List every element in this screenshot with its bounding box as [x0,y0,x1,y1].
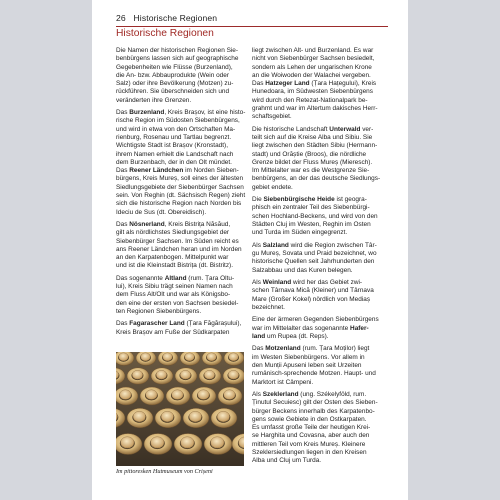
text-line [116,283,244,291]
text-line [252,399,380,407]
region-name: Hatzeger Land [265,80,310,88]
text-run: die An- bzw. Abbauprodukte (Wein oder [116,71,229,79]
straw-hat [140,387,164,405]
paragraph [116,109,244,217]
text-run: Die historische Landschaft [252,125,330,133]
text-line [252,88,380,96]
text-line [116,175,244,183]
running-head-title: Historische Regionen [133,13,218,23]
text-line [252,362,380,370]
text-line [116,117,244,125]
text-line [252,316,380,324]
left-text-column [116,47,244,341]
text-run: wird die Region zwischen Târ- [288,241,377,249]
text-line [252,229,380,237]
text-line [252,250,380,258]
text-run: (Țara Făgărașului), [184,320,242,328]
text-run: rückführen. Sie überschneiden sich und [116,88,230,96]
region-name: Burzenland [129,109,165,117]
paragraph [252,242,380,275]
text-line [252,142,380,150]
text-line [116,55,244,63]
text-run: und ist die Kleinstadt Bistrița (dt. Bistritz). [116,262,233,270]
text-line [116,88,244,96]
text-line [252,287,380,295]
text-run: an den Karpatenbogen. Mittelpunkt war [116,254,229,262]
text-run: den Munții Apuseni leben seit Urzeiten [252,361,362,369]
text-line [252,175,380,183]
straw-hat [180,352,200,366]
straw-hats-image [116,352,244,466]
text-run: bürgens, Kreis Mureș, soll eines der ältesten [116,175,244,183]
text-run: Städten Cluj im Westen, Reghin im Osten [252,221,371,228]
text-line [252,370,380,378]
text-line [116,229,244,237]
text-line [252,167,380,175]
text-run: Die Namen der historischen Regionen Sie- [116,47,239,54]
text-run: se Harghita und Covasna, aber auch den [252,432,370,440]
text-run: Siebenbürger Sachsen. Im Süden reicht es [116,237,239,245]
text-run: Das [116,320,130,328]
text-line [252,72,380,80]
text-run: Alba und Cluj um Turda. [252,457,322,465]
straw-hat [199,368,221,385]
text-line [252,64,380,72]
text-line [252,213,380,221]
straw-hat [116,434,142,455]
region-name: Siebenbürgische Heide [263,196,335,204]
text-run: Grenze bildet der Fluss Mureș (Mieresch). [252,158,373,166]
text-line [116,200,244,208]
text-line [116,192,244,200]
text-run: Salz) oder ihre Bevölkerung (Motzen) zu- [116,80,234,88]
photo-caption: Im pittoresken Hutmuseum von Crișeni [116,468,213,475]
text-line [116,80,244,88]
paragraph [252,279,380,312]
straw-hat [175,368,197,385]
text-run: und wird in etwa von den Ortschaften Ma- [116,125,236,133]
text-line [252,242,380,250]
text-line [116,329,244,337]
text-line [252,457,380,465]
text-run: grahmt und war im Altertum dakisches Herr- [252,104,378,112]
text-run: Die [252,196,264,204]
straw-hat [166,387,190,405]
text-line [116,275,244,283]
text-run: Es umfasst große Teile der heutigen Krei- [252,424,371,432]
text-run: und Turda im Süden eingegrenzt. [252,229,348,237]
header-rule [116,26,388,27]
text-line [252,325,380,333]
text-line [252,204,380,212]
text-line [116,291,244,299]
text-line [116,300,244,308]
text-line [116,167,244,175]
text-run: Siedlungsgebiete der Siebenbürger Sachsen [116,183,244,191]
text-run: gens sowie Gebiete in den Ostkarpaten. [252,415,367,423]
text-run: an die Woiwoden der Walachei vergeben. [252,71,371,79]
text-run: nicht von Siebenbürger Sachsen besiedelt, [252,55,375,63]
text-run: ver- [360,125,374,133]
text-run: Als [252,391,263,398]
text-run: Das [116,167,130,175]
straw-hat [192,387,216,405]
text-line [252,55,380,63]
text-run: Das [116,221,130,228]
text-run: , Kreis Bistrița Năsăud, [164,221,231,228]
straw-hat [223,368,244,385]
straw-hat [202,352,222,366]
text-line [252,441,380,449]
text-run: Eine der ärmeren Gegenden Siebenbürgens [252,316,379,324]
text-line [252,221,380,229]
straw-hat [116,387,138,405]
text-run: gu Mureș, Sovata und Praid bezeichnet, wo [252,250,377,258]
text-run: Ideciu de Sus (dt. Obereidisch). [116,208,207,216]
text-run: Hunedoara, im Südwesten Siebenbürgens [252,88,373,96]
text-line [252,126,380,134]
text-run: ans Reener Ländchen heran und im Norden [116,245,242,253]
text-line [252,267,380,275]
text-run: Das [252,345,266,353]
text-line [252,279,380,287]
text-line [252,449,380,457]
text-run: , Kreis Brașov, ist eine histo- [164,109,246,117]
paragraph [116,221,244,271]
text-run: schen Târnava Mică (Kleiner) und Târnava [252,287,374,295]
text-line [252,47,380,55]
text-run: (Țara Hațegului), Kreis [309,80,377,88]
text-run: ten Regionen Siebenbürgens. [116,308,202,315]
text-run: ist geogra- [334,196,367,204]
text-line [252,416,380,424]
text-line [252,354,380,362]
paragraph [252,47,380,122]
text-run: teilt sich auf die Kreise Alba und Sibiu. Sie [252,134,373,141]
straw-hat [158,352,178,366]
text-line [116,238,244,246]
text-run: sondern als Lehen der ungarischen Krone [252,63,372,71]
text-run: Das sogenannte [116,274,165,282]
text-run: war im Mittelalter das sogenannte [252,324,351,332]
text-run: Marktort ist Câmpeni. [252,378,314,386]
straw-hat [204,434,232,455]
region-name: Weinland [262,279,292,287]
text-run: liegt zwischen den Städten Sibiu (Hermann- [252,142,378,150]
text-run: Szeklersiedlungen liegen in den Kreisen [252,448,367,456]
text-run: Wichtigste Stadt ist Brașov (Kronstadt), [116,142,228,150]
text-run: (rum. Țara Moților) liegt [300,345,370,353]
text-line [116,159,244,167]
paragraph [116,275,244,316]
region-name: Hafer- [350,324,369,332]
text-line [116,308,244,316]
paragraph [252,126,380,192]
text-line [116,184,244,192]
text-line [252,159,380,167]
paragraph [252,316,380,341]
straw-hat [224,352,244,366]
text-run: Das [252,80,266,88]
book-page [92,0,408,500]
text-run: Im Mittelalter war es die Westgrenze Sie- [252,167,370,175]
text-run: (ung. Székelyföld, rum. [298,391,367,398]
region-name: Salzland [262,241,289,249]
region-name: Altland [164,274,187,282]
text-line [116,142,244,150]
text-run: veränderten ihre Grenzen. [116,96,192,104]
straw-hat [183,408,209,428]
straw-hat [127,368,149,385]
text-line [116,221,244,229]
text-line [252,379,380,387]
text-run: Mare (Großer Kokel) nördlich von Mediaș [252,295,371,303]
text-run: (rum. Țara Oltu- [186,274,235,282]
text-line [252,424,380,432]
text-run: sein. Von Reghin (dt. Sächsisch Regen) zieht [116,191,246,199]
text-run: rienburg, Rosenau und Tartlau begrenzt. [116,134,232,141]
text-line [252,151,380,159]
straw-hat [151,368,173,385]
text-run: Das [116,109,130,117]
text-run: den eine der ersten von Sachsen besiedel- [116,299,239,307]
paragraph [252,391,380,466]
text-run: stadt) und Orăștie (Broos), die nördliche [252,150,367,158]
text-line [252,333,380,341]
text-line [252,134,380,142]
paragraph [252,345,380,386]
region-name: Motzenland [265,345,301,353]
text-line [252,105,380,113]
text-run: wird durch den Retezat-Nationalpark be- [252,96,368,104]
text-run: dem Fluss Alt/Olt und war als Königsbo- [116,291,231,299]
text-line [116,209,244,217]
straw-hat [144,434,172,455]
text-line [252,345,380,353]
text-run: bezeichnet. [252,303,285,311]
text-line [116,134,244,142]
text-line [116,72,244,80]
straw-hat [155,408,181,428]
text-run: liegt zwischen Alt- und Burzenland. Es war [252,47,374,54]
text-line [116,254,244,262]
straw-hat [174,434,202,455]
straw-hat [218,387,242,405]
text-line [116,262,244,270]
text-line [116,64,244,72]
text-line [116,126,244,134]
paragraph [252,196,380,237]
text-run: lui), Kreis Sibiu trägt seinen Namen nach [116,283,233,291]
text-run: im Westen Siebenbürgens. Vor allem in [252,353,365,361]
text-run: historische Quellen seit Jahrhunderten den [252,258,375,266]
paragraph [116,47,244,105]
text-line [252,184,380,192]
text-run: um Rupea (dt. Reps). [265,332,329,340]
text-run: Ținutul Secuiesc) gilt der Osten des Sieben- [252,399,378,407]
text-line [252,113,380,121]
text-run: mittleren Teil vom Kreis Mureș. Kleinere [252,440,366,448]
text-line [116,320,244,328]
text-line [252,432,380,440]
text-line [116,47,244,55]
text-run: Salzabbau und das Kuren belegen. [252,266,353,274]
text-run: ihrem Namen erhielt die Landschaft nach [116,150,234,158]
text-run: schen Hochland-Beckens, und wird von den [252,212,378,220]
running-head [116,13,388,23]
paragraph [116,320,244,337]
text-run: dem Burzenbach, der in den Olt mündet. [116,158,232,166]
text-line [116,246,244,254]
section-title: Historische Regionen [116,28,214,39]
text-line [116,97,244,105]
text-line [252,80,380,88]
right-text-column [252,47,380,470]
text-line [252,196,380,204]
text-run: Gegebenheiten wie Flüsse (Burzenland), [116,63,233,71]
text-run: phisch ein zentraler Teil des Siebenbürgi- [252,204,370,212]
text-run: gilt als nördlichstes Siedlungsgebiet der [116,229,230,237]
text-run: sich die historische Region nach Norden bis [116,200,242,208]
text-run: wird her das Gebiet zwi- [291,279,363,287]
text-line [252,296,380,304]
region-name: Unterwald [329,125,361,133]
text-run: benbürgens, an der das deutsche Siedlungs- [252,175,381,183]
text-run: Kreis Brașov am Fuße der Südkarpaten [116,328,230,336]
text-run: benbürgens lassen sich auf geographische [116,55,239,63]
region-name: Nösnerland [129,221,165,228]
region-name: Fagarascher Land [129,320,185,328]
text-run: bürger Beckens innerhalb des Karpatenbo- [252,407,375,415]
text-run: schaftsgebiet. [252,113,292,121]
straw-hat [136,352,156,366]
text-line [252,391,380,399]
text-run: Als [252,279,263,287]
text-run: rische Region im Südosten Siebenbürgens, [116,117,240,125]
text-line [252,258,380,266]
text-line [252,408,380,416]
straw-hat [211,408,237,428]
hat-museum-photo [116,352,244,466]
text-run: gebiet endete. [252,183,293,191]
text-run: rumänisch-sprechende Motzen. Haupt- und [252,370,376,378]
text-run: im Norden Sieben- [183,167,239,175]
region-name: Szeklerland [262,391,299,398]
text-line [116,151,244,159]
text-line [252,304,380,312]
region-name: Reener Ländchen [129,167,184,175]
straw-hat [127,408,153,428]
page-number: 26 [116,13,126,23]
region-name: land [252,332,266,340]
text-run: Als [252,241,263,249]
text-line [116,109,244,117]
text-line [252,97,380,105]
